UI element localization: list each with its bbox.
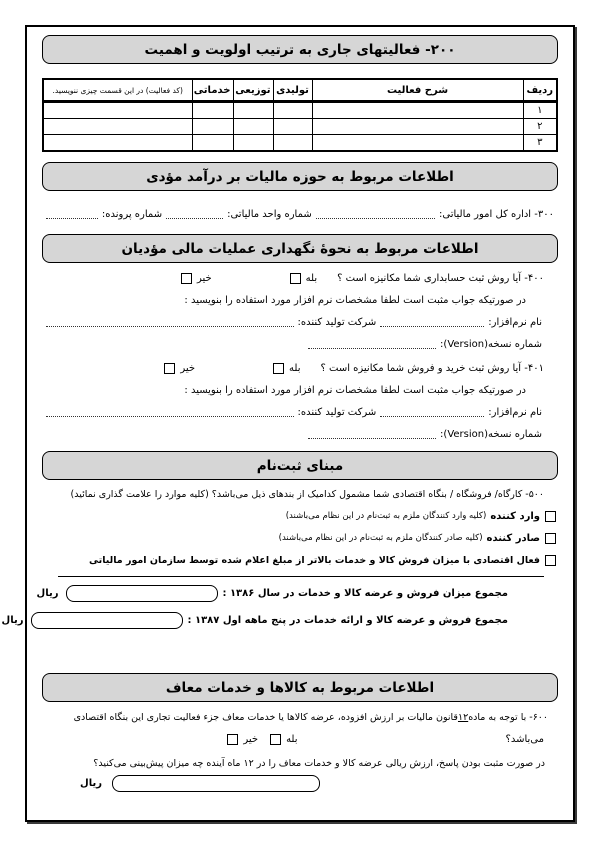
table-row [43,119,557,135]
tax-unit-label: شماره واحد مالیاتی: [227,208,312,220]
col-header-distribution: توزیعی [233,79,273,102]
active-economic-label: فعال اقتصادی با میزان فروش کالا و خدمات بالاتر از مبلغ اعلام شده توسط سازمان امور مالیاتی [89,554,540,566]
activity-description-cell[interactable] [312,102,523,119]
distribution-cell[interactable] [233,119,273,135]
activity-description-cell[interactable] [312,119,523,135]
distribution-cell[interactable] [233,135,273,152]
q400-yes-checkbox[interactable] [290,273,301,284]
q400-software-name-field[interactable] [380,325,484,327]
q401-software-name-field[interactable] [380,415,484,417]
question-401-text: ۴۰۱- آیا روش ثبت خرید و فروش شما مکانیزه است ؟ [320,362,544,374]
version-label: شماره نسخه(Version): [440,338,542,350]
form-page [1,25,575,822]
q400-version-row [42,336,558,352]
services-cell[interactable] [192,135,233,152]
vendor-label: شرکت تولید کننده: [297,316,377,328]
activity-code-cell[interactable] [43,102,192,119]
activity-description-cell[interactable] [312,135,523,152]
section-200-title: ۲۰۰- فعالیتهای جاری به ترتیب اولویت و اهمیت [144,41,456,58]
section-500-divider [58,576,544,577]
q400-vendor-field[interactable] [46,325,294,327]
file-number-label: شماره پرونده: [101,208,163,220]
question-600-row-2 [42,731,558,747]
forecast-amount-input[interactable] [112,775,320,792]
production-cell[interactable] [273,119,312,135]
importer-checkbox[interactable] [545,511,556,522]
software-name-label: نام نرم‌افزار: [488,316,542,328]
col-header-activity-description: شرح فعالیت [312,79,523,102]
yes-label: بله [289,362,301,374]
col-header-production: تولیدی [273,79,312,102]
if-yes-note: در صورتیکه جواب مثبت است لطفا مشخصات نرم افزار مورد استفاده را بنویسید : [184,384,526,396]
section-400-title: اطلاعات مربوط به نحوهٔ نگهداری عملیات مالی مؤدیان [121,240,479,257]
tax-office-label: ۳۰۰- اداره کل امور مالیاتی: [439,208,554,220]
q400-version-field[interactable] [308,347,436,349]
question-600-text-part1: ۶۰۰- با توجه به ماده [468,711,548,723]
col-header-activity-code: (کد فعالیت) در این قسمت چیزی ننویسید. [43,79,192,102]
importer-option-row [42,508,558,524]
col-header-services: خدماتی [192,79,233,102]
distribution-cell[interactable] [233,102,273,119]
q400-yes-option [290,273,317,284]
section-300-header [42,162,558,191]
rial-label: ریال [36,587,59,599]
q401-yes-option [273,363,300,374]
question-600-text-part3: می‌باشد؟ [505,733,544,745]
q401-no-option [164,363,195,374]
tax-unit-field[interactable] [166,217,223,219]
sales-1386-label: مجموع میزان فروش و عرضه کالا و خدمات در سال ۱۳۸۶ : [222,587,508,599]
col-header-row-number: ردیف [523,79,557,102]
table-row [43,102,557,119]
section-500-header [42,451,558,480]
exporter-note: (کلیه صادر کنندگان ملزم به ثبت‌نام در این نظام می‌باشند) [278,533,483,543]
q401-note-row [42,382,558,398]
tax-district-row [42,206,558,222]
section-400-header [42,234,558,263]
question-400-text: ۴۰۰- آیا روش ثبت حسابداری شما مکانیزه است ؟ [337,272,544,284]
question-500-row [42,486,558,502]
row-number-cell: ۲ [523,119,557,135]
importer-label: وارد کننده [490,510,540,522]
file-number-field[interactable] [46,217,98,219]
exporter-checkbox[interactable] [545,533,556,544]
question-600-row-1 [42,709,558,725]
table-row [43,135,557,152]
section-600-header [42,673,558,702]
yes-label: بله [286,733,298,745]
q401-no-checkbox[interactable] [164,363,175,374]
version-label: شماره نسخه(Version): [440,428,542,440]
section-200-header [42,35,558,64]
section-300-title: اطلاعات مربوط به حوزه مالیات بر درآمد مؤدی [146,168,454,185]
importer-note: (کلیه وارد کنندگان ملزم به ثبت‌نام در این نظام می‌باشند) [285,511,487,521]
tax-office-field[interactable] [316,217,435,219]
software-name-label: نام نرم‌افزار: [488,406,542,418]
section-500-title: مبنای ثبت‌نام [256,457,344,474]
no-label: خیر [196,272,212,284]
question-400-row [42,270,558,286]
q401-yes-checkbox[interactable] [273,363,284,374]
no-label: خیر [180,362,196,374]
vendor-label: شرکت تولید کننده: [297,406,377,418]
question-500-text: ۵۰۰- کارگاه/ فروشگاه / بنگاه اقتصادی شما مشمول کدامیک از بندهای ذیل می‌باشد؟ (کلیه موارد را علامت گذاری نمائید) [70,488,544,500]
sales-1387-row [1,611,558,629]
section-600-title: اطلاعات مربوط به کالاها و خدمات معاف [165,679,435,696]
article-12-number: ۱۲ [457,711,469,723]
services-cell[interactable] [192,119,233,135]
yes-label: بله [305,272,318,284]
q400-note-row [42,292,558,308]
forecast-amount-row [42,774,558,792]
question-401-row [42,360,558,376]
sales-1386-row [36,584,558,602]
forecast-question-row [42,755,558,771]
q400-software-row [42,314,558,330]
activity-code-cell[interactable] [43,119,192,135]
sales-1387-input[interactable] [31,612,183,629]
q600-yes-option [270,734,297,745]
q600-no-option [227,734,258,745]
row-number-cell: ۳ [523,135,557,152]
activities-table [42,78,558,152]
q401-vendor-field[interactable] [46,415,294,417]
activities-table-header-row [43,79,557,102]
no-label: خیر [243,733,259,745]
sales-1387-label: مجموع فروش و عرضه کالا و ارائه خدمات در پنج ماهه اول ۱۳۸۷ : [187,614,508,626]
forecast-question-text: در صورت مثبت بودن پاسخ، ارزش ریالی عرضه کالا و خدمات معاف را در ۱۲ ماه آینده چه میزان پیش‌بینی می‌کنید؟ [93,757,545,769]
q400-no-option [181,273,212,284]
q600-no-checkbox[interactable] [227,734,238,745]
q600-yes-checkbox[interactable] [270,734,281,745]
question-600-text-part2: قانون مالیات بر ارزش افزوده، عرضه کالاها یا خدمات معاف جزء فعالیت تجاری این بنگاه اقتصادی [73,711,458,723]
exporter-option-row [42,530,558,546]
active-economic-checkbox[interactable] [545,555,556,566]
q401-version-field[interactable] [308,437,436,439]
production-cell[interactable] [273,102,312,119]
row-number-cell: ۱ [523,102,557,119]
q400-no-checkbox[interactable] [181,273,192,284]
rial-label: ریال [80,777,102,789]
q401-software-row [42,404,558,420]
if-yes-note: در صورتیکه جواب مثبت است لطفا مشخصات نرم افزار مورد استفاده را بنویسید : [184,294,526,306]
sales-1386-input[interactable] [66,585,218,602]
rial-label: ریال [1,614,24,626]
exporter-label: صادر کننده [486,532,540,544]
activity-code-cell[interactable] [43,135,192,152]
services-cell[interactable] [192,102,233,119]
q401-version-row [42,426,558,442]
active-economic-option-row [42,552,558,568]
production-cell[interactable] [273,135,312,152]
